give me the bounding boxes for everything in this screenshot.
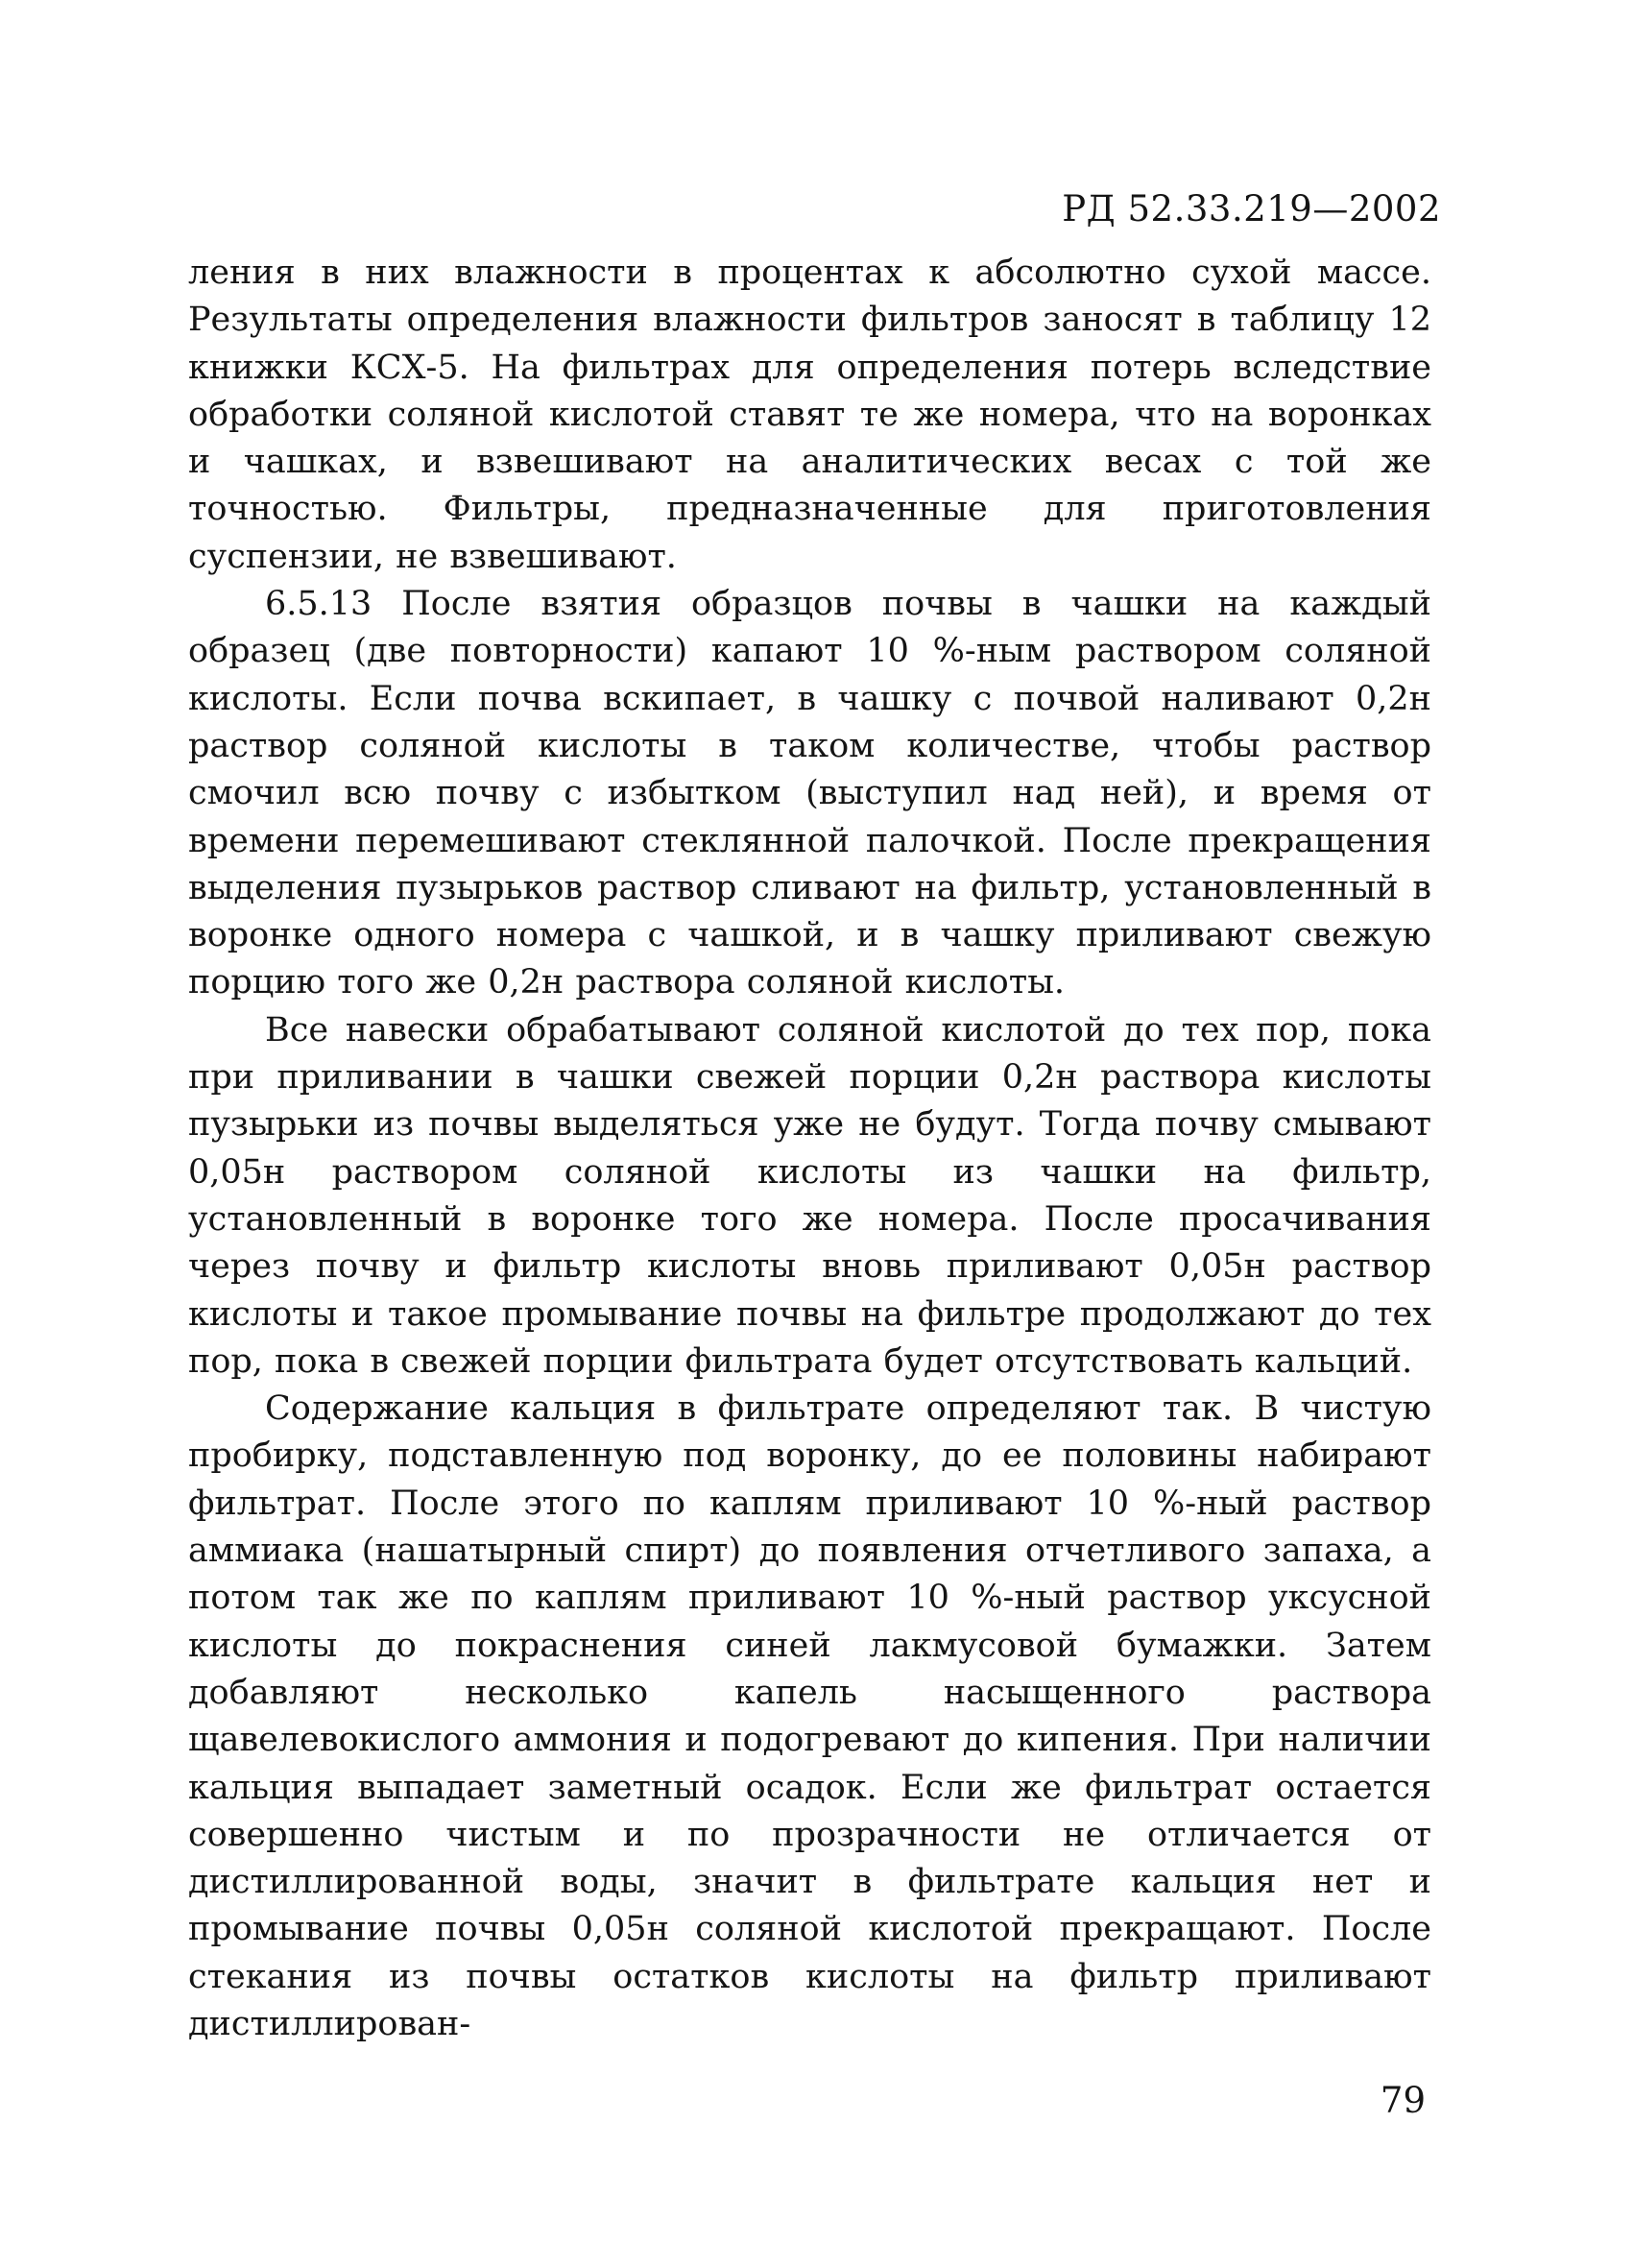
paragraph-section-6-5-13: 6.5.13 После взятия образцов почвы в чашки на каждый образец (две повторности) капают 10 %-ным раствором соляной кислоты. Если почва вскипает, в чашку с почвой наливают 0,2н раствор соляной кислоты в таком количестве, чтобы раствор смочил всю почву с избытком (выступил над ней), и время от времени перемешивают стеклянной палочкой. После прекращения выделения пузырьков раствор сливают на фильтр, установленный в воронке одного номера с чашкой, и в чашку приливают свежую порцию того же 0,2н раствора соляной кислоты. (188, 585, 1431, 1002)
body-text (188, 250, 1431, 2048)
page-number: 79 (1380, 2080, 1426, 2121)
paragraph-continuation: ления в них влажности в процентах к абсолютно сухой массе. Результаты определения влажности фильтров заносят в таблицу 12 книжки КСХ-5. На фильтрах для определения потерь вследствие обработки соляной кислотой ставят те же номера, что на воронках и чашках, и взвешивают на аналитических весах с той же точностью. Фильтры, предназначенные для приготовления суспензии, не взвешивают. (188, 253, 1431, 576)
document-code-header: РД 52.33.219—2002 (1062, 188, 1441, 229)
paragraph-treatment: Все навески обрабатывают соляной кислотой до тех пор, пока при приливании в чашки свежей порции 0,2н раствора кислоты пузырьки из почвы выделяться уже не будут. Тогда почву смывают 0,05н раствором соляной кислоты из чашки на фильтр, установленный в воронке того же номера. После просачивания через почву и фильтр кислоты вновь приливают 0,05н раствор кислоты и такое промывание почвы на фильтре продолжают до тех пор, пока в свежей порции фильтрата будет отсутствовать кальций. (188, 1010, 1431, 1381)
paragraph-calcium-test: Содержание кальция в фильтрате определяют так. В чистую пробирку, подставленную под воронку, до ее половины набирают фильтрат. После этого по каплям приливают 10 %-ный раствор аммиака (нашатырный спирт) до появления отчетливого запаха, а потом так же по каплям приливают 10 %-ный раствор уксусной кислоты до покраснения синей лакмусовой бумажки. Затем добавляют несколько капель насыщенного раствора щавелевокислого аммония и подогревают до кипения. При наличии кальция выпадает заметный осадок. Если же фильтрат остается совершенно чистым и по прозрачности не отличается от дистиллированной воды, значит в фильтрате кальция нет и промывание почвы 0,05н соляной кислотой прекращают. После стекания из почвы остатков кислоты на фильтр приливают дистиллирован- (188, 1389, 1431, 2043)
